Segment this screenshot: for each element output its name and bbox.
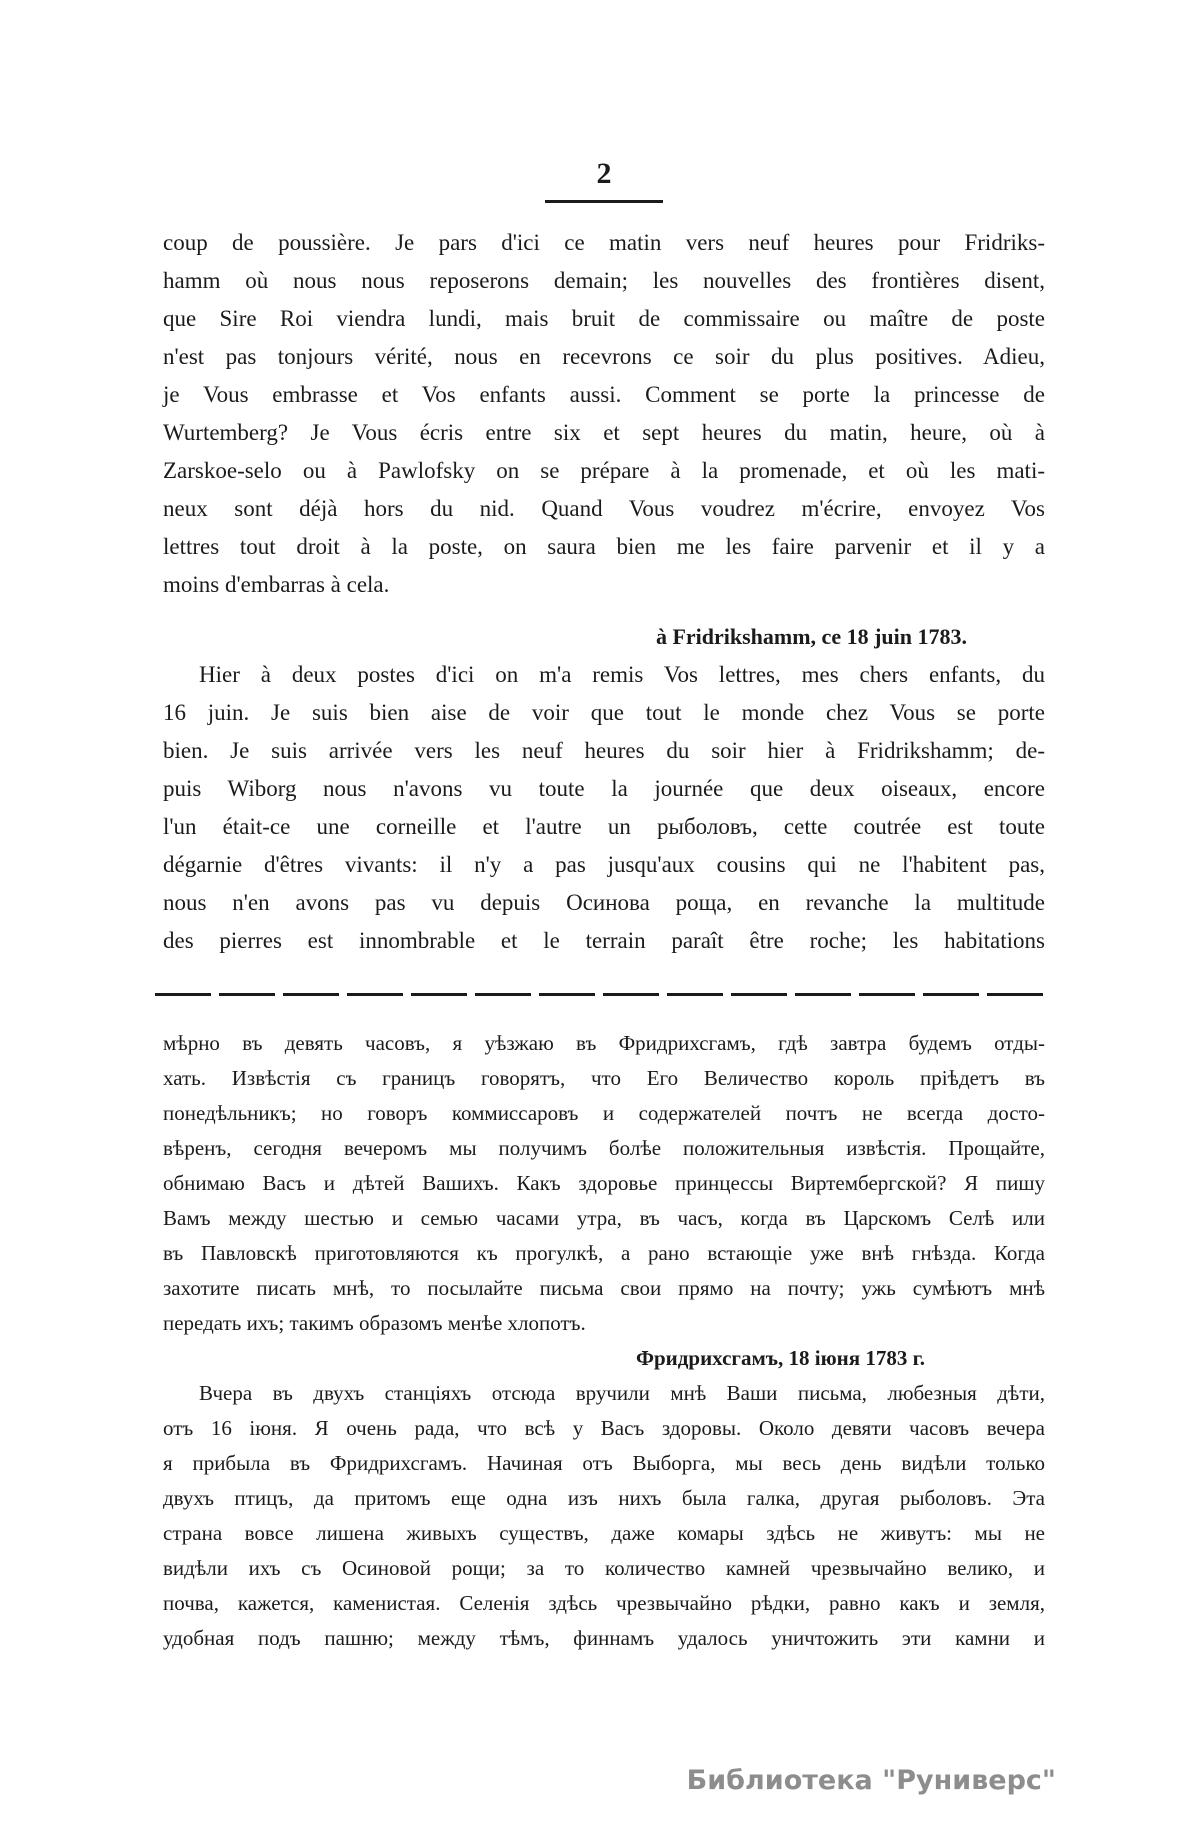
text-line: dégarnie d'êtres vivants: il n'y a pas jusqu'aux cousins qui ne l'habitent pas, <box>163 852 1045 877</box>
text-line: я прибыла въ Фридрихсгамъ. Начиная отъ Выборга, мы весь день видѣли только <box>163 1451 1045 1475</box>
text-line: que Sire Roi viendra lundi, mais bruit de commissaire ou maître de poste <box>163 306 1045 331</box>
text-line: двухъ птицъ, да притомъ еще одна изъ нихъ была галка, другая рыболовъ. Эта <box>163 1486 1045 1510</box>
russian-paragraph-2 <box>163 1376 1045 1656</box>
text-line: n'est pas tonjours vérité, nous en recevrons ce soir du plus positives. Adieu, <box>163 344 1045 369</box>
text-line: je Vous embrasse et Vos enfants aussi. Comment se porte la princesse de <box>163 382 1045 407</box>
french-paragraph-2 <box>163 656 1045 960</box>
text-line: удобная подъ пашню; между тѣмъ, финнамъ удалось уничтожить эти камни и <box>163 1626 1045 1650</box>
text-line: Вчера въ двухъ станціяхъ отсюда вручили мнѣ Ваши письма, любезныя дѣти, <box>199 1381 1045 1405</box>
text-line: Zarskoe-selo ou à Pawlofsky on se prépare à la promenade, et où les mati- <box>163 458 1045 483</box>
russian-translation <box>163 1026 1045 1656</box>
footnote-separator-rule <box>155 993 1045 996</box>
russian-paragraph-1 <box>163 1026 1045 1341</box>
page-number: 2 <box>596 157 612 190</box>
text-line: передать ихъ; такимъ образомъ менѣе хлопотъ. <box>163 1311 586 1335</box>
french-paragraph-1 <box>163 224 1045 604</box>
text-line: обнимаю Васъ и дѣтей Вашихъ. Какъ здоровье принцессы Виртембергской? Я пишу <box>163 1171 1045 1195</box>
french-dateline: à Fridrikshamm, ce 18 juin 1783. <box>655 624 967 649</box>
text-line: des pierres est innombrable et le terrain paraît être roche; les habitations <box>163 928 1045 953</box>
text-line: въ Павловскѣ приготовляются къ прогулкѣ, а рано встающіе уже внѣ гнѣзда. Когда <box>163 1241 1045 1265</box>
text-line: захотите писать мнѣ, то посылайте письма свои прямо на почту; ужь сумѣютъ мнѣ <box>163 1276 1045 1300</box>
text-line: страна вовсе лишена живыхъ существъ, даже комары здѣсь не живутъ: мы не <box>163 1521 1045 1545</box>
text-line: puis Wiborg nous n'avons vu toute la journée que deux oiseaux, encore <box>163 776 1045 801</box>
text-line: 16 juin. Je suis bien aise de voir que tout le monde chez Vous se porte <box>163 700 1045 725</box>
text-line: видѣли ихъ съ Осиновой рощи; за то количество камней чрезвычайно велико, и <box>163 1556 1045 1580</box>
text-line: почва, кажется, каменистая. Селенія здѣсь чрезвычайно рѣдки, равно какъ и земля, <box>163 1591 1045 1615</box>
text-line: Wurtemberg? Je Vous écris entre six et sept heures du matin, heure, où à <box>163 420 1045 445</box>
text-line: lettres tout droit à la poste, on saura bien me les faire parvenir et il y a <box>163 534 1045 559</box>
text-line: хать. Извѣстія съ границъ говорятъ, что Его Величество король пріѣдетъ въ <box>163 1066 1045 1090</box>
text-line: понедѣльникъ; но говоръ коммиссаровъ и содержателей почтъ не всегда досто- <box>163 1101 1045 1125</box>
french-letter <box>163 224 1045 960</box>
russian-dateline: Фридрихсгамъ, 18 іюня 1783 г. <box>635 1346 925 1370</box>
text-line: hamm où nous nous reposerons demain; les nouvelles des frontières disent, <box>163 268 1045 293</box>
text-line: coup de poussière. Je pars d'ici ce matin vers neuf heures pour Fridriks- <box>163 230 1045 255</box>
text-line: Hier à deux postes d'ici on m'a remis Vos lettres, mes chers enfants, du <box>199 662 1045 687</box>
library-watermark: Библиотека "Руниверс" <box>686 1765 1056 1796</box>
text-line: bien. Je suis arrivée vers les neuf heures du soir hier à Fridrikshamm; de- <box>163 738 1045 763</box>
text-line: мѣрно въ девять часовъ, я уѣзжаю въ Фридрихсгамъ, гдѣ завтра будемъ отды- <box>163 1031 1045 1055</box>
text-line: отъ 16 іюня. Я очень рада, что всѣ у Васъ здоровы. Около девяти часовъ вечера <box>163 1416 1045 1440</box>
page-number-rule <box>545 200 663 203</box>
text-line: nous n'en avons pas vu depuis Осинова роща, en revanche la multitude <box>163 890 1045 915</box>
text-line: вѣренъ, сегодня вечеромъ мы получимъ болѣе положительныя извѣстія. Прощайте, <box>163 1136 1045 1160</box>
text-line: neux sont déjà hors du nid. Quand Vous voudrez m'écrire, envoyez Vos <box>163 496 1045 521</box>
page-header <box>163 158 1045 203</box>
text-line: l'un était-ce une corneille et l'autre un рыболовъ, cette coutrée est toute <box>163 814 1045 839</box>
text-line: moins d'embarras à cela. <box>163 572 390 597</box>
text-line: Вамъ между шестью и семью часами утра, въ часъ, когда въ Царскомъ Селѣ или <box>163 1206 1045 1230</box>
